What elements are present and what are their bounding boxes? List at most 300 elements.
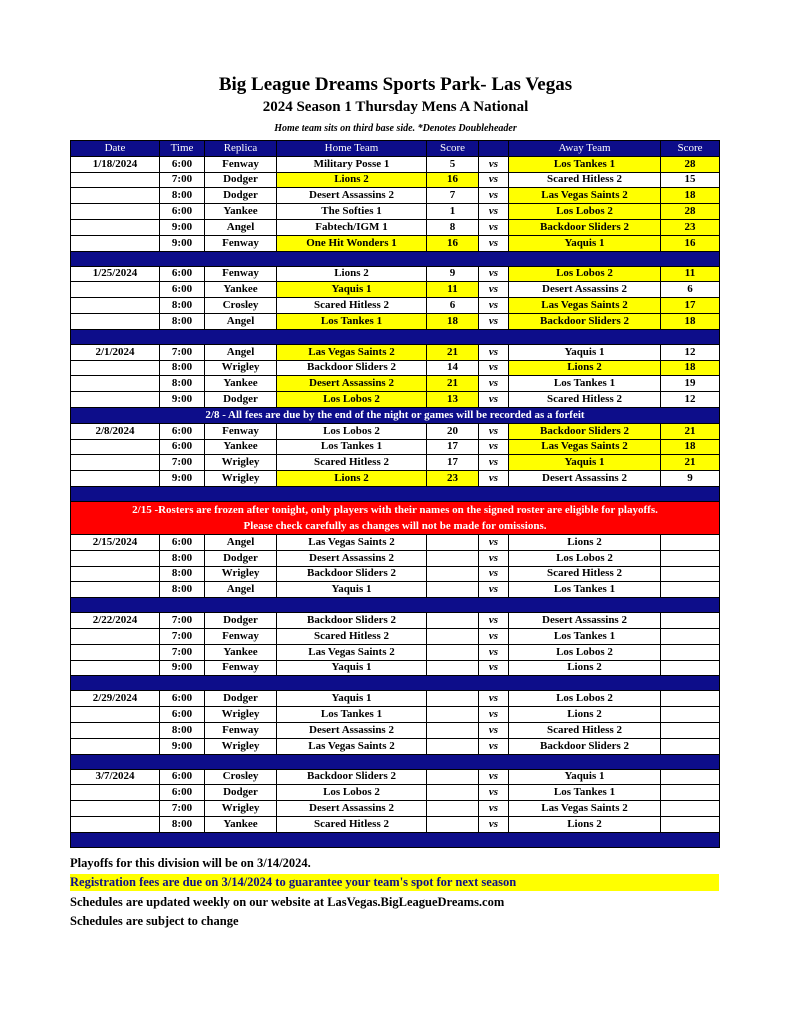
game-row: [71, 156, 720, 172]
home-team: Backdoor Sliders 2: [277, 566, 427, 582]
away-team: Lions 2: [509, 534, 661, 550]
away-score: [661, 613, 720, 629]
game-time: 8:00: [160, 188, 205, 204]
week-separator: [71, 329, 720, 344]
col-header-replica: Replica: [205, 141, 277, 157]
away-team: Los Tankes 1: [509, 785, 661, 801]
roster-alert-line-1: 2/15 -Rosters are frozen after tonight, only players with their names on the signed roster are eligible for playoffs.: [132, 503, 658, 516]
home-score: [427, 534, 479, 550]
away-score: [661, 582, 720, 598]
vs-label: vs: [479, 266, 509, 282]
game-date: [71, 707, 160, 723]
game-time: 6:00: [160, 204, 205, 220]
game-time: 7:00: [160, 644, 205, 660]
game-row: [71, 376, 720, 392]
vs-label: vs: [479, 660, 509, 676]
away-team: Los Tankes 1: [509, 628, 661, 644]
game-time: 8:00: [160, 298, 205, 314]
season-subtitle: 2024 Season 1 Thursday Mens A National: [262, 99, 529, 115]
game-time: 8:00: [160, 376, 205, 392]
game-replica-field: Wrigley: [205, 738, 277, 754]
game-date: [71, 550, 160, 566]
away-score: 11: [661, 266, 720, 282]
game-time: 7:00: [160, 455, 205, 471]
away-score: 28: [661, 204, 720, 220]
col-header-time: Time: [160, 141, 205, 157]
away-score: 18: [661, 360, 720, 376]
home-team: Lions 2: [277, 172, 427, 188]
away-score: 12: [661, 392, 720, 408]
game-date: [71, 455, 160, 471]
game-time: 8:00: [160, 722, 205, 738]
home-team: Los Tankes 1: [277, 313, 427, 329]
home-score: 14: [427, 360, 479, 376]
away-score: [661, 738, 720, 754]
game-date: [71, 738, 160, 754]
game-date: [71, 566, 160, 582]
game-replica-field: Yankee: [205, 204, 277, 220]
away-score: 18: [661, 439, 720, 455]
home-team: Los Lobos 2: [277, 785, 427, 801]
away-score: 15: [661, 172, 720, 188]
website-note: Schedules are updated weekly on our website at LasVegas.BigLeagueDreams.com: [70, 895, 505, 909]
home-score: 8: [427, 219, 479, 235]
vs-label: vs: [479, 439, 509, 455]
away-team: Backdoor Sliders 2: [509, 219, 661, 235]
game-row: [71, 172, 720, 188]
game-row: [71, 566, 720, 582]
game-replica-field: Fenway: [205, 156, 277, 172]
game-replica-field: Dodger: [205, 188, 277, 204]
game-replica-field: Yankee: [205, 439, 277, 455]
game-time: 9:00: [160, 235, 205, 251]
game-date: [71, 471, 160, 487]
game-date: 2/8/2024: [71, 423, 160, 439]
game-row: [71, 344, 720, 360]
game-date: 1/18/2024: [71, 156, 160, 172]
game-date: [71, 582, 160, 598]
game-replica-field: Fenway: [205, 722, 277, 738]
game-replica-field: Yankee: [205, 282, 277, 298]
home-score: [427, 769, 479, 785]
col-header-away-team: Away Team: [509, 141, 661, 157]
away-score: [661, 534, 720, 550]
away-score: [661, 566, 720, 582]
game-time: 7:00: [160, 172, 205, 188]
game-time: 9:00: [160, 471, 205, 487]
game-row: [71, 439, 720, 455]
game-row: [71, 423, 720, 439]
home-score: 9: [427, 266, 479, 282]
separator-bar: [71, 251, 720, 266]
playoffs-note: Playoffs for this division will be on 3/14/2024.: [70, 856, 311, 870]
game-replica-field: Wrigley: [205, 471, 277, 487]
separator-bar: [71, 598, 720, 613]
game-replica-field: Yankee: [205, 376, 277, 392]
game-time: 9:00: [160, 219, 205, 235]
vs-label: vs: [479, 471, 509, 487]
home-score: 6: [427, 298, 479, 314]
vs-label: vs: [479, 566, 509, 582]
away-score: 16: [661, 235, 720, 251]
vs-label: vs: [479, 392, 509, 408]
home-team: Desert Assassins 2: [277, 801, 427, 817]
game-row: [71, 266, 720, 282]
home-team: Los Lobos 2: [277, 392, 427, 408]
away-team: Lions 2: [509, 816, 661, 832]
away-team: Las Vegas Saints 2: [509, 801, 661, 817]
game-row: [71, 204, 720, 220]
away-team: Los Lobos 2: [509, 644, 661, 660]
home-score: [427, 722, 479, 738]
game-date: 2/22/2024: [71, 613, 160, 629]
game-time: 6:00: [160, 423, 205, 439]
home-team-note: Home team sits on third base side. *Denotes Doubleheader: [274, 123, 517, 134]
game-replica-field: Fenway: [205, 266, 277, 282]
vs-label: vs: [479, 298, 509, 314]
away-team: Los Tankes 1: [509, 582, 661, 598]
game-replica-field: Wrigley: [205, 360, 277, 376]
vs-label: vs: [479, 738, 509, 754]
home-team: Las Vegas Saints 2: [277, 644, 427, 660]
away-score: [661, 816, 720, 832]
home-score: 16: [427, 172, 479, 188]
game-row: [71, 628, 720, 644]
away-team: Yaquis 1: [509, 344, 661, 360]
home-team: Los Tankes 1: [277, 707, 427, 723]
game-row: [71, 738, 720, 754]
home-team: Scared Hitless 2: [277, 455, 427, 471]
game-time: 8:00: [160, 582, 205, 598]
home-score: [427, 582, 479, 598]
game-replica-field: Wrigley: [205, 801, 277, 817]
game-date: [71, 235, 160, 251]
game-date: [71, 660, 160, 676]
away-score: [661, 707, 720, 723]
away-team: Yaquis 1: [509, 235, 661, 251]
away-team: Los Lobos 2: [509, 691, 661, 707]
away-score: [661, 801, 720, 817]
away-team: Lions 2: [509, 707, 661, 723]
col-header-date: Date: [71, 141, 160, 157]
away-team: Desert Assassins 2: [509, 613, 661, 629]
home-score: 17: [427, 455, 479, 471]
vs-label: vs: [479, 628, 509, 644]
away-team: Las Vegas Saints 2: [509, 188, 661, 204]
vs-label: vs: [479, 156, 509, 172]
home-team: Las Vegas Saints 2: [277, 534, 427, 550]
home-score: 13: [427, 392, 479, 408]
home-score: [427, 691, 479, 707]
game-replica-field: Angel: [205, 219, 277, 235]
home-team: Scared Hitless 2: [277, 628, 427, 644]
separator-bar: [71, 676, 720, 691]
home-team: Las Vegas Saints 2: [277, 344, 427, 360]
away-score: [661, 628, 720, 644]
game-date: 1/25/2024: [71, 266, 160, 282]
game-date: 2/15/2024: [71, 534, 160, 550]
game-replica-field: Dodger: [205, 550, 277, 566]
game-row: [71, 691, 720, 707]
away-score: [661, 722, 720, 738]
game-replica-field: Yankee: [205, 816, 277, 832]
home-team: Scared Hitless 2: [277, 816, 427, 832]
game-time: 7:00: [160, 613, 205, 629]
game-replica-field: Dodger: [205, 691, 277, 707]
home-score: 17: [427, 439, 479, 455]
game-date: [71, 219, 160, 235]
home-score: 5: [427, 156, 479, 172]
fees-notice: 2/8 - All fees are due by the end of the night or games will be recorded as a forfeit: [71, 407, 720, 423]
vs-label: vs: [479, 550, 509, 566]
home-team: Desert Assassins 2: [277, 376, 427, 392]
home-team: Backdoor Sliders 2: [277, 769, 427, 785]
registration-note: Registration fees are due on 3/14/2024 to guarantee your team's spot for next season: [70, 874, 719, 891]
game-replica-field: Dodger: [205, 392, 277, 408]
away-team: Scared Hitless 2: [509, 392, 661, 408]
home-team: Scared Hitless 2: [277, 298, 427, 314]
game-time: 6:00: [160, 769, 205, 785]
game-row: [71, 298, 720, 314]
schedule-table: [70, 140, 720, 848]
separator-bar: [71, 754, 720, 769]
away-score: [661, 691, 720, 707]
game-time: 6:00: [160, 534, 205, 550]
game-row: [71, 582, 720, 598]
roster-alert-line-2: Please check carefully as changes will not be made for omissions.: [243, 519, 547, 532]
game-time: 7:00: [160, 344, 205, 360]
game-row: [71, 313, 720, 329]
game-replica-field: Wrigley: [205, 707, 277, 723]
game-time: 8:00: [160, 816, 205, 832]
game-date: [71, 644, 160, 660]
game-time: 6:00: [160, 691, 205, 707]
game-date: [71, 204, 160, 220]
game-row: [71, 769, 720, 785]
game-row: [71, 816, 720, 832]
vs-label: vs: [479, 644, 509, 660]
week-separator: [71, 598, 720, 613]
game-time: 9:00: [160, 660, 205, 676]
game-date: [71, 392, 160, 408]
game-replica-field: Angel: [205, 582, 277, 598]
home-score: [427, 738, 479, 754]
page-title: Big League Dreams Sports Park- Las Vegas: [218, 74, 573, 95]
game-replica-field: Wrigley: [205, 455, 277, 471]
game-date: [71, 628, 160, 644]
game-row: [71, 801, 720, 817]
home-score: 20: [427, 423, 479, 439]
game-row: [71, 534, 720, 550]
roster-alert: [71, 501, 720, 534]
vs-label: vs: [479, 172, 509, 188]
home-score: [427, 816, 479, 832]
home-score: 21: [427, 344, 479, 360]
home-team: Lions 2: [277, 266, 427, 282]
game-date: [71, 785, 160, 801]
game-time: 6:00: [160, 282, 205, 298]
vs-label: vs: [479, 534, 509, 550]
away-score: [661, 785, 720, 801]
game-row: [71, 722, 720, 738]
col-header-vs: [479, 141, 509, 157]
away-team: Desert Assassins 2: [509, 471, 661, 487]
home-team: Lions 2: [277, 471, 427, 487]
away-team: Los Lobos 2: [509, 550, 661, 566]
game-date: [71, 360, 160, 376]
game-date: [71, 172, 160, 188]
away-score: [661, 550, 720, 566]
game-replica-field: Angel: [205, 313, 277, 329]
roster-alert-row: [71, 501, 720, 534]
vs-label: vs: [479, 188, 509, 204]
game-time: 8:00: [160, 566, 205, 582]
home-team: Los Tankes 1: [277, 439, 427, 455]
home-team: Backdoor Sliders 2: [277, 360, 427, 376]
game-time: 8:00: [160, 360, 205, 376]
week-separator: [71, 251, 720, 266]
home-score: 1: [427, 204, 479, 220]
game-time: 8:00: [160, 313, 205, 329]
vs-label: vs: [479, 360, 509, 376]
vs-label: vs: [479, 582, 509, 598]
game-time: 7:00: [160, 628, 205, 644]
vs-label: vs: [479, 235, 509, 251]
game-replica-field: Fenway: [205, 660, 277, 676]
away-team: Las Vegas Saints 2: [509, 298, 661, 314]
separator-bar: [71, 486, 720, 501]
game-replica-field: Crosley: [205, 298, 277, 314]
away-score: 9: [661, 471, 720, 487]
game-date: [71, 282, 160, 298]
vs-label: vs: [479, 313, 509, 329]
game-row: [71, 613, 720, 629]
home-score: 23: [427, 471, 479, 487]
week-separator: [71, 676, 720, 691]
game-date: 2/1/2024: [71, 344, 160, 360]
vs-label: vs: [479, 722, 509, 738]
away-team: Backdoor Sliders 2: [509, 738, 661, 754]
away-team: Yaquis 1: [509, 455, 661, 471]
game-replica-field: Fenway: [205, 235, 277, 251]
home-score: [427, 566, 479, 582]
away-score: [661, 769, 720, 785]
game-time: 6:00: [160, 266, 205, 282]
away-score: 18: [661, 188, 720, 204]
away-team: Lions 2: [509, 360, 661, 376]
vs-label: vs: [479, 801, 509, 817]
game-date: [71, 816, 160, 832]
away-team: Yaquis 1: [509, 769, 661, 785]
fees-notice-row: [71, 407, 720, 423]
game-date: [71, 439, 160, 455]
vs-label: vs: [479, 769, 509, 785]
away-team: Scared Hitless 2: [509, 566, 661, 582]
game-row: [71, 550, 720, 566]
home-score: [427, 801, 479, 817]
game-replica-field: Fenway: [205, 423, 277, 439]
col-header-away-score: Score: [661, 141, 720, 157]
home-team: Desert Assassins 2: [277, 188, 427, 204]
vs-label: vs: [479, 707, 509, 723]
subject-to-change-note: Schedules are subject to change: [70, 914, 239, 928]
game-time: 9:00: [160, 738, 205, 754]
vs-label: vs: [479, 455, 509, 471]
game-time: 9:00: [160, 392, 205, 408]
game-row: [71, 188, 720, 204]
away-team: Scared Hitless 2: [509, 722, 661, 738]
away-score: 21: [661, 455, 720, 471]
away-team: Los Tankes 1: [509, 376, 661, 392]
separator-bar: [71, 832, 720, 847]
home-team: The Softies 1: [277, 204, 427, 220]
week-separator: [71, 754, 720, 769]
home-score: [427, 613, 479, 629]
away-team: Los Tankes 1: [509, 156, 661, 172]
game-row: [71, 785, 720, 801]
home-team: Yaquis 1: [277, 582, 427, 598]
game-replica-field: Dodger: [205, 613, 277, 629]
vs-label: vs: [479, 691, 509, 707]
game-replica-field: Angel: [205, 534, 277, 550]
game-replica-field: Wrigley: [205, 566, 277, 582]
home-score: [427, 550, 479, 566]
away-score: 28: [661, 156, 720, 172]
game-row: [71, 235, 720, 251]
home-score: 7: [427, 188, 479, 204]
col-header-home-score: Score: [427, 141, 479, 157]
week-separator: [71, 486, 720, 501]
game-date: [71, 801, 160, 817]
vs-label: vs: [479, 613, 509, 629]
away-score: 12: [661, 344, 720, 360]
schedule-body: [71, 156, 720, 847]
home-score: [427, 644, 479, 660]
vs-label: vs: [479, 219, 509, 235]
game-date: 3/7/2024: [71, 769, 160, 785]
game-row: [71, 707, 720, 723]
separator-bar: [71, 329, 720, 344]
game-replica-field: Fenway: [205, 628, 277, 644]
home-score: [427, 660, 479, 676]
game-time: 7:00: [160, 801, 205, 817]
away-score: 6: [661, 282, 720, 298]
away-score: 18: [661, 313, 720, 329]
game-time: 6:00: [160, 785, 205, 801]
game-row: [71, 644, 720, 660]
away-team: Backdoor Sliders 2: [509, 423, 661, 439]
home-score: [427, 707, 479, 723]
away-team: Desert Assassins 2: [509, 282, 661, 298]
game-row: [71, 282, 720, 298]
vs-label: vs: [479, 423, 509, 439]
vs-label: vs: [479, 204, 509, 220]
game-replica-field: Dodger: [205, 785, 277, 801]
vs-label: vs: [479, 282, 509, 298]
home-team: Military Posse 1: [277, 156, 427, 172]
home-score: 21: [427, 376, 479, 392]
home-score: 11: [427, 282, 479, 298]
away-score: 17: [661, 298, 720, 314]
home-score: 18: [427, 313, 479, 329]
home-team: Yaquis 1: [277, 691, 427, 707]
vs-label: vs: [479, 816, 509, 832]
game-time: 6:00: [160, 439, 205, 455]
game-replica-field: Crosley: [205, 769, 277, 785]
home-team: Yaquis 1: [277, 660, 427, 676]
header-row: [71, 141, 720, 157]
game-time: 6:00: [160, 707, 205, 723]
